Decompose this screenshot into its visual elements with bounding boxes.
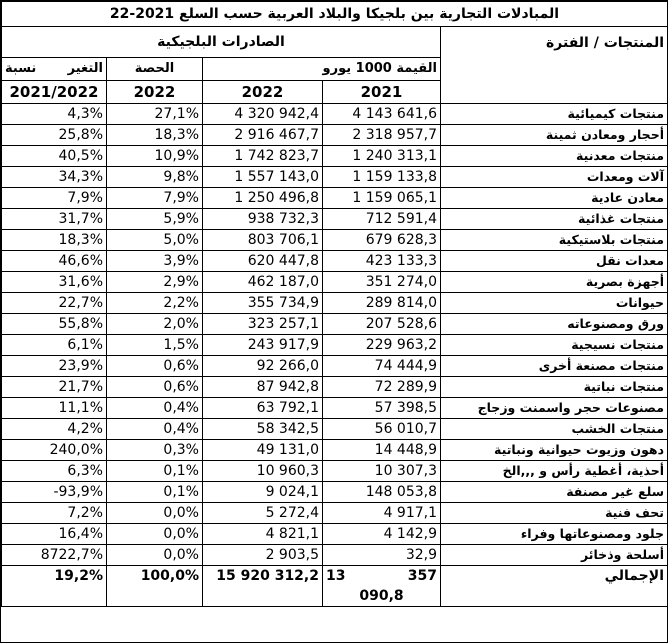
change-cell: 25,8% bbox=[2, 125, 107, 146]
value-2021-cell: 4 143 641,6 bbox=[323, 104, 441, 125]
table-title: المبادلات التجارية بين بلجيكا والبلاد العربية حسب السلع 2021-22 bbox=[2, 2, 668, 27]
table-row bbox=[2, 293, 668, 314]
product-name-cell: آلات ومعدات bbox=[441, 167, 668, 188]
share-cell: 0,1% bbox=[107, 461, 203, 482]
value-2022-cell: 1 557 143,0 bbox=[203, 167, 323, 188]
value-2021-cell: 351 274,0 bbox=[323, 272, 441, 293]
share-cell: 27,1% bbox=[107, 104, 203, 125]
share-cell: 10,9% bbox=[107, 146, 203, 167]
total-share-cell: 100,0% bbox=[107, 566, 203, 607]
value-2021-cell: 4 142,9 bbox=[323, 524, 441, 545]
change-cell: 23,9% bbox=[2, 356, 107, 377]
value-2022-cell: 9 024,1 bbox=[203, 482, 323, 503]
share-cell: 5,0% bbox=[107, 230, 203, 251]
value-2022-cell: 10 960,3 bbox=[203, 461, 323, 482]
product-name-cell: منتجات بلاستيكية bbox=[441, 230, 668, 251]
product-name-cell: أسلحة وذخائر bbox=[441, 545, 668, 566]
value-2022-cell: 2 903,5 bbox=[203, 545, 323, 566]
change-period-header: 2021/2022 bbox=[2, 81, 107, 104]
product-name-cell: دهون وزيوت حيوانية ونباتية bbox=[441, 440, 668, 461]
value-2022-cell: 63 792,1 bbox=[203, 398, 323, 419]
value-2021-cell: 2 318 957,7 bbox=[323, 125, 441, 146]
value-2021-cell: 1 159 065,1 bbox=[323, 188, 441, 209]
table-row bbox=[2, 167, 668, 188]
change-cell: 46,6% bbox=[2, 251, 107, 272]
change-cell: 16,4% bbox=[2, 524, 107, 545]
table-row bbox=[2, 524, 668, 545]
share-cell: 0,4% bbox=[107, 419, 203, 440]
value-2022-cell: 4 320 942,4 bbox=[203, 104, 323, 125]
total-2021-cell bbox=[323, 566, 441, 607]
table-row bbox=[2, 251, 668, 272]
change-cell: 6,3% bbox=[2, 461, 107, 482]
share-cell: 2,0% bbox=[107, 314, 203, 335]
year-2021-header: 2021 bbox=[323, 81, 441, 104]
change-cell: 40,5% bbox=[2, 146, 107, 167]
product-name-cell: معادن عادية bbox=[441, 188, 668, 209]
value-2022-cell: 938 732,3 bbox=[203, 209, 323, 230]
value-2021-cell: 229 963,2 bbox=[323, 335, 441, 356]
product-name-cell: منتجات معدنية bbox=[441, 146, 668, 167]
total-2021-part-b: 357 bbox=[407, 568, 437, 584]
table-row bbox=[2, 314, 668, 335]
change-cell: 11,1% bbox=[2, 398, 107, 419]
value-2022-cell: 462 187,0 bbox=[203, 272, 323, 293]
year-2022-header: 2022 bbox=[203, 81, 323, 104]
table-row bbox=[2, 335, 668, 356]
total-2021-part-c: 090,8 bbox=[359, 588, 404, 604]
product-name-cell: أحذية، أغطية رأس و ,,,الخ bbox=[441, 461, 668, 482]
product-name-cell: جلود ومصنوعاتها وفراء bbox=[441, 524, 668, 545]
change-cell: 4,3% bbox=[2, 104, 107, 125]
share-cell: 5,9% bbox=[107, 209, 203, 230]
table-row bbox=[2, 398, 668, 419]
change-cell: 6,1% bbox=[2, 335, 107, 356]
value-2021-cell: 57 398,5 bbox=[323, 398, 441, 419]
change-cell: 7,2% bbox=[2, 503, 107, 524]
value-2021-cell: 148 053,8 bbox=[323, 482, 441, 503]
share-cell: 0,6% bbox=[107, 356, 203, 377]
change-cell: 55,8% bbox=[2, 314, 107, 335]
share-cell: 18,3% bbox=[107, 125, 203, 146]
value-2022-cell: 87 942,8 bbox=[203, 377, 323, 398]
table-row bbox=[2, 545, 668, 566]
value-2022-cell: 49 131,0 bbox=[203, 440, 323, 461]
value-2022-cell: 5 272,4 bbox=[203, 503, 323, 524]
table-row bbox=[2, 272, 668, 293]
table-row bbox=[2, 188, 668, 209]
share-cell: 0,3% bbox=[107, 440, 203, 461]
change-cell: 240,0% bbox=[2, 440, 107, 461]
product-name-cell: ورق ومصنوعاته bbox=[441, 314, 668, 335]
value-2021-cell: 4 917,1 bbox=[323, 503, 441, 524]
table-row bbox=[2, 356, 668, 377]
change-label-b: التغير bbox=[67, 61, 103, 76]
share-header: الحصة bbox=[107, 58, 203, 81]
change-cell: 18,3% bbox=[2, 230, 107, 251]
value-2022-cell: 1 250 496,8 bbox=[203, 188, 323, 209]
change-cell: 4,2% bbox=[2, 419, 107, 440]
value-2021-cell: 32,9 bbox=[323, 545, 441, 566]
product-name-cell: منتجات الخشب bbox=[441, 419, 668, 440]
product-name-cell: تحف فنية bbox=[441, 503, 668, 524]
product-name-cell: منتجات نباتية bbox=[441, 377, 668, 398]
table-row bbox=[2, 125, 668, 146]
product-name-cell: مصنوعات حجر واسمنت وزجاج bbox=[441, 398, 668, 419]
value-2022-cell: 620 447,8 bbox=[203, 251, 323, 272]
value-2021-cell: 1 240 313,1 bbox=[323, 146, 441, 167]
change-cell: 34,3% bbox=[2, 167, 107, 188]
product-name-cell: منتجات غذائية bbox=[441, 209, 668, 230]
total-label-cell: الإجمالي bbox=[441, 566, 668, 607]
value-2021-cell: 1 159 133,8 bbox=[323, 167, 441, 188]
value-2021-cell: 72 289,9 bbox=[323, 377, 441, 398]
value-2021-cell: 712 591,4 bbox=[323, 209, 441, 230]
share-cell: 0,4% bbox=[107, 398, 203, 419]
share-cell: 1,5% bbox=[107, 335, 203, 356]
table-row bbox=[2, 461, 668, 482]
value-2022-cell: 243 917,9 bbox=[203, 335, 323, 356]
value-2021-cell: 207 528,6 bbox=[323, 314, 441, 335]
value-2021-cell: 14 448,9 bbox=[323, 440, 441, 461]
products-header: المنتجات / الفترة bbox=[441, 27, 668, 104]
share-cell: 9,8% bbox=[107, 167, 203, 188]
value-2022-cell: 803 706,1 bbox=[203, 230, 323, 251]
total-2021-part-a: 13 bbox=[326, 568, 346, 584]
product-name-cell: أحجار ومعادن ثمينة bbox=[441, 125, 668, 146]
value-2021-cell: 74 444,9 bbox=[323, 356, 441, 377]
product-name-cell: حيوانات bbox=[441, 293, 668, 314]
share-cell: 3,9% bbox=[107, 251, 203, 272]
change-header bbox=[2, 58, 107, 81]
change-cell: 8722,7% bbox=[2, 545, 107, 566]
value-2022-cell: 355 734,9 bbox=[203, 293, 323, 314]
change-cell: -93,9% bbox=[2, 482, 107, 503]
product-name-cell: أجهزة بصرية bbox=[441, 272, 668, 293]
total-2022-cell: 15 920 312,2 bbox=[203, 566, 323, 607]
table-row bbox=[2, 104, 668, 125]
change-cell: 31,6% bbox=[2, 272, 107, 293]
table-row bbox=[2, 440, 668, 461]
total-row bbox=[2, 566, 668, 607]
share-cell: 2,2% bbox=[107, 293, 203, 314]
value-2021-cell: 289 814,0 bbox=[323, 293, 441, 314]
value-header: القيمة 1000 يورو bbox=[203, 58, 441, 81]
table-row bbox=[2, 482, 668, 503]
table-row bbox=[2, 419, 668, 440]
change-cell: 21,7% bbox=[2, 377, 107, 398]
value-2022-cell: 2 916 467,7 bbox=[203, 125, 323, 146]
share-year-header: 2022 bbox=[107, 81, 203, 104]
share-cell: 0,6% bbox=[107, 377, 203, 398]
share-cell: 2,9% bbox=[107, 272, 203, 293]
value-2022-cell: 4 821,1 bbox=[203, 524, 323, 545]
product-name-cell: معدات نقل bbox=[441, 251, 668, 272]
table-row bbox=[2, 146, 668, 167]
table-row bbox=[2, 209, 668, 230]
table-row bbox=[2, 377, 668, 398]
value-2022-cell: 92 266,0 bbox=[203, 356, 323, 377]
change-cell: 22,7% bbox=[2, 293, 107, 314]
value-2022-cell: 323 257,1 bbox=[203, 314, 323, 335]
exports-header: الصادرات البلجيكية bbox=[2, 27, 441, 58]
share-cell: 0,0% bbox=[107, 503, 203, 524]
change-cell: 7,9% bbox=[2, 188, 107, 209]
change-cell: 31,7% bbox=[2, 209, 107, 230]
share-cell: 0,0% bbox=[107, 545, 203, 566]
product-name-cell: منتجات كيميائية bbox=[441, 104, 668, 125]
value-2021-cell: 679 628,3 bbox=[323, 230, 441, 251]
share-cell: 0,1% bbox=[107, 482, 203, 503]
value-2022-cell: 1 742 823,7 bbox=[203, 146, 323, 167]
share-cell: 0,0% bbox=[107, 524, 203, 545]
share-cell: 7,9% bbox=[107, 188, 203, 209]
table-row bbox=[2, 230, 668, 251]
value-2021-cell: 56 010,7 bbox=[323, 419, 441, 440]
value-2021-cell: 423 133,3 bbox=[323, 251, 441, 272]
value-2022-cell: 58 342,5 bbox=[203, 419, 323, 440]
trade-table bbox=[1, 1, 668, 607]
change-label-a: نسبة bbox=[5, 61, 37, 76]
product-name-cell: سلع غير مصنفة bbox=[441, 482, 668, 503]
value-2021-cell: 10 307,3 bbox=[323, 461, 441, 482]
product-name-cell: منتجات مصنعة أخرى bbox=[441, 356, 668, 377]
total-change-cell: 19,2% bbox=[2, 566, 107, 607]
table-row bbox=[2, 503, 668, 524]
product-name-cell: منتجات نسيجية bbox=[441, 335, 668, 356]
